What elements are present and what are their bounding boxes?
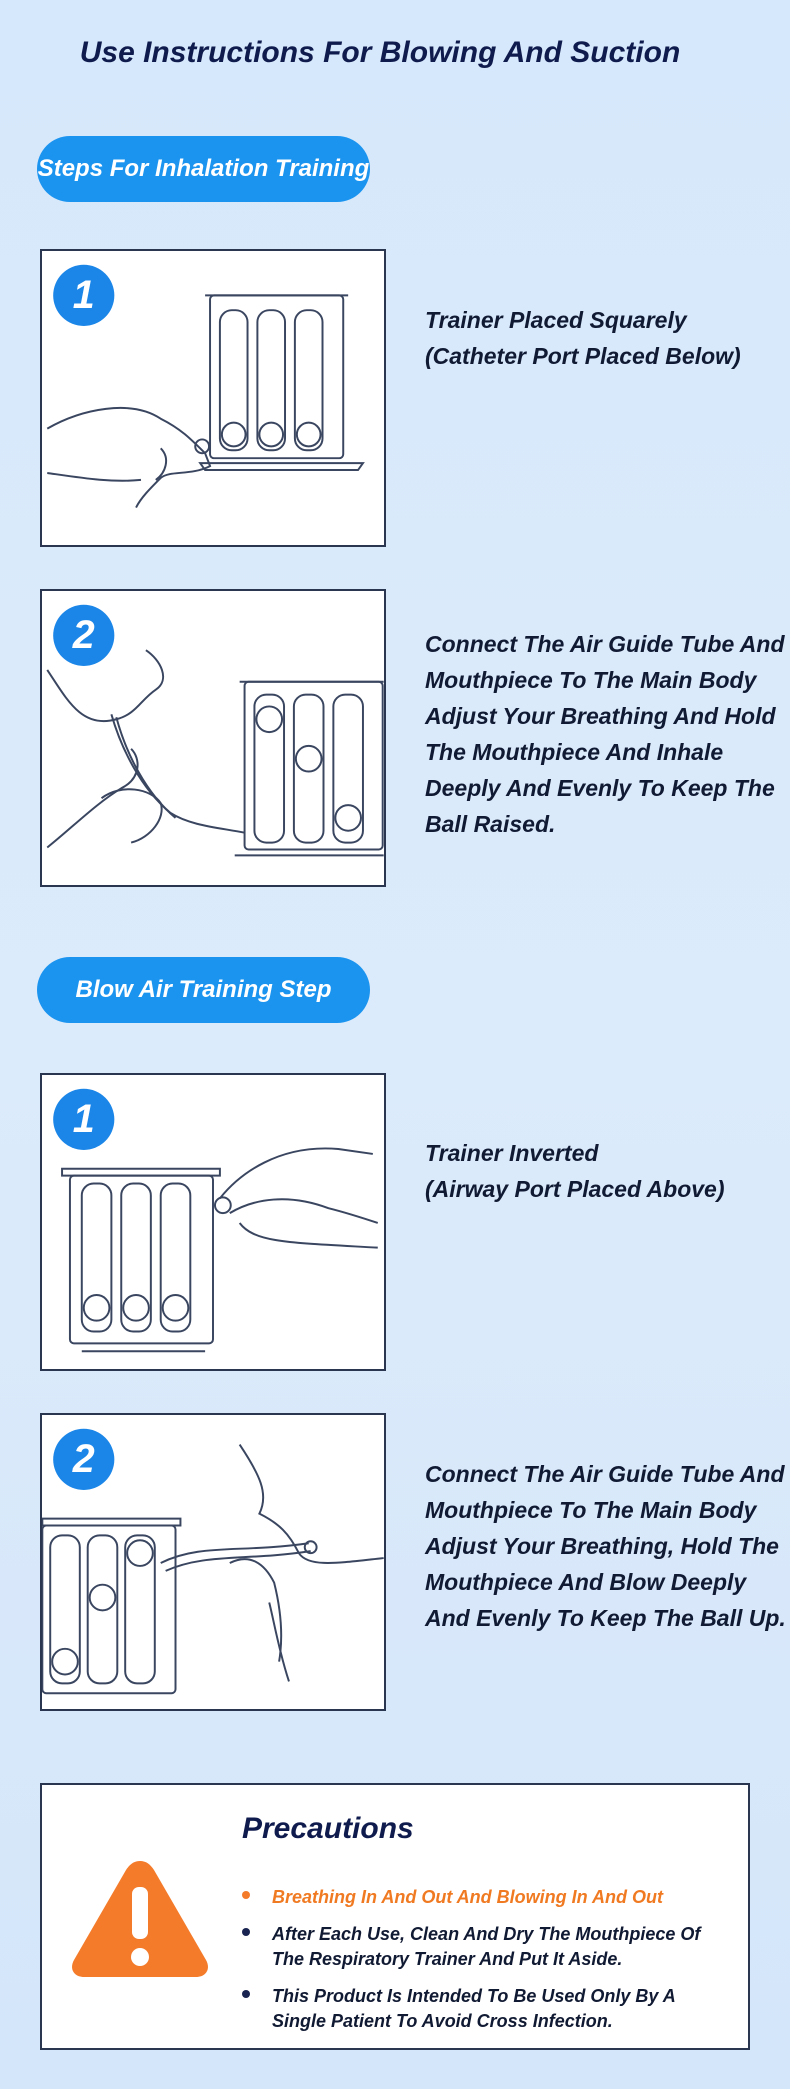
warning-icon [68, 1855, 212, 1983]
precaution-item: Breathing In And Out And Blowing In And Out [242, 1885, 722, 1910]
page-title: Use Instructions For Blowing And Suction [79, 36, 681, 69]
illustration-blow-step-1 [40, 1073, 386, 1371]
illustration-inhale-step-2 [40, 589, 386, 887]
step-text-inhale-1: Trainer Placed Squarely (Catheter Port Placed Below) [425, 307, 741, 369]
step-number: 1 [72, 273, 95, 318]
svg-text:2: 2 [72, 613, 95, 658]
trainer-upright-hand-illustration [42, 251, 384, 545]
precautions-box [40, 1783, 750, 2050]
step-text-inhale-2: Connect The Air Guide Tube And Mouthpiece To The Main Body Adjust Your Breathing And Hold The Mouthpiece And Inhale Deeply And Evenly To Keep The Ball Raised. [425, 631, 785, 837]
step-text-blow-1: Trainer Inverted (Airway Port Placed Above) [425, 1140, 725, 1202]
svg-text:1: 1 [72, 1097, 95, 1142]
trainer-inverted-hand-illustration [42, 1075, 384, 1369]
illustration-inhale-step-1 [40, 249, 386, 547]
section-heading-blow: Blow Air Training Step [37, 957, 370, 1023]
bullet-icon [242, 1891, 250, 1899]
illustration-blow-step-2 [40, 1413, 386, 1711]
precaution-item: After Each Use, Clean And Dry The Mouthpiece Of The Respiratory Trainer And Put It Aside. [242, 1922, 722, 1972]
section-heading-inhalation: Steps For Inhalation Training [37, 136, 370, 202]
precautions-list [242, 1885, 722, 2046]
precaution-item: This Product Is Intended To Be Used Only By A Single Patient To Avoid Cross Infection. [242, 1984, 722, 2034]
bullet-icon [242, 1990, 250, 1998]
svg-text:2: 2 [72, 1437, 95, 1482]
precautions-title: Precautions [242, 1812, 414, 1845]
trainer-inverted-face-illustration [42, 1415, 384, 1709]
trainer-upright-face-illustration [42, 591, 384, 885]
bullet-icon [242, 1928, 250, 1936]
step-text-blow-2: Connect The Air Guide Tube And Mouthpiece To The Main Body Adjust Your Breathing, Hold The Mouthpiece And Blow Deeply And Evenly To Keep The Ball Up. [425, 1461, 786, 1631]
